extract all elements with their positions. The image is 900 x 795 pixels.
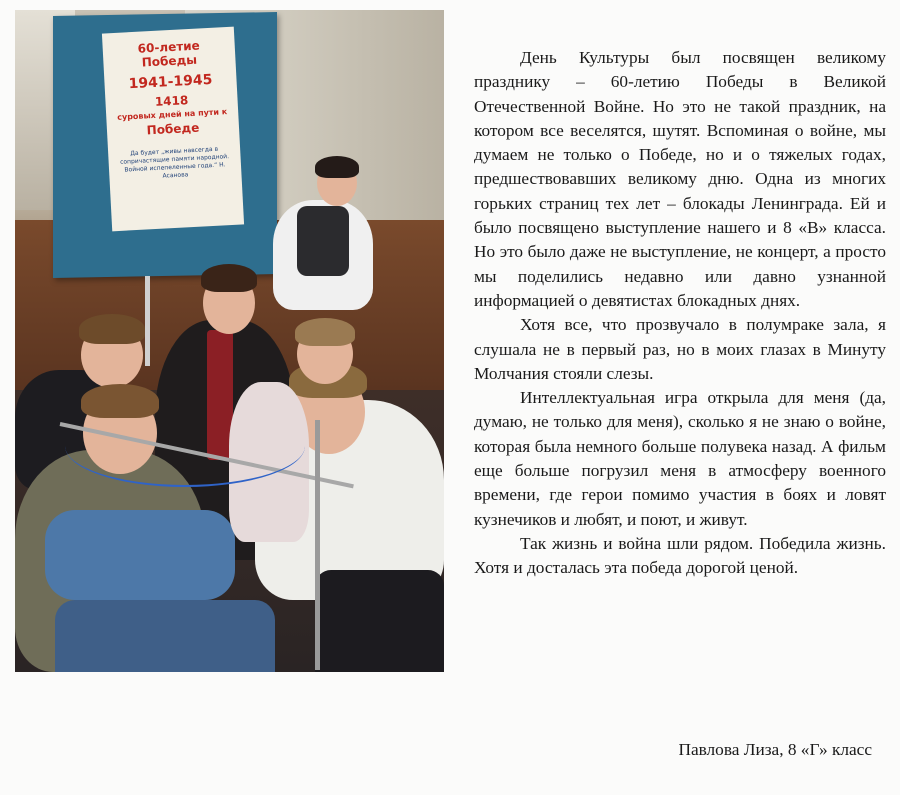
boy-right-pants	[315, 570, 444, 672]
poster-line-1: 60-летие Победы	[137, 38, 201, 70]
paragraph-4: Так жизнь и война шли рядом. Победила жизнь. Хотя и досталась эта победа дорогой ценой.	[474, 533, 886, 578]
paragraph-1: День Культуры был посвящен великому празднику – 60-летию Победы в Великой Отечественной Войне. Но это не такой праздник, на котором все веселятся, шутят. Вспоминая о войне, мы думаем не только о Победе, но и о тяжелых годах, предшествовавших великому дню. Одна из многих горьких страниц тех лет – блокады Ленинграда. Ей и было посвящено выступление нашего и 8 «В» класса. Но это было даже не выступление, не концерт, а просто мы поделились недавно или давно узнанной информацией о девятистах блокадных днях.	[474, 48, 886, 310]
boy-front-left-jeans	[55, 600, 275, 672]
poster-line-2: 1941-1945	[128, 71, 213, 93]
poster-line-4: суровых дней на пути к	[117, 107, 228, 122]
boy-suit-hair	[201, 264, 257, 292]
boy-left-hair	[79, 314, 145, 344]
microphone-stand	[315, 420, 320, 670]
poster-line-3: 1418	[154, 93, 189, 109]
event-photo	[15, 10, 444, 672]
paragraph-3: Интеллектуальная игра открыла для меня (да, думаю, не только для меня), сколько я не знаю о войне, которая была немного больше полувека назад. А фильм еще больше погрузил меня в атмосферу военного времени, где герои помимо участия в боях и ловят кузнечиков и любят, и поют, и живут.	[474, 388, 886, 529]
author-signature: Павлова Лиза, 8 «Г» класс	[678, 740, 872, 759]
boy-front-left-sleeve	[45, 510, 235, 600]
paragraph-2: Хотя все, что прозвучало в полумраке зала, я слушала не в первый раз, но в моих глазах в Минуту Молчания стояли слезы.	[474, 315, 886, 383]
victory-poster	[102, 27, 244, 232]
boy-standing-hair	[315, 156, 359, 178]
microphone-cable	[65, 405, 305, 487]
boy-standing-vest	[297, 206, 349, 276]
poster-line-6: Да будет „живы навсегда в сопричастящие памяти народной. Войной испепеленные года.“ Н. Асанова	[119, 145, 230, 180]
article-text	[474, 46, 886, 581]
boy-middle-hair	[295, 318, 355, 346]
board-stand	[145, 276, 150, 366]
poster-line-5: Победе	[146, 120, 200, 138]
